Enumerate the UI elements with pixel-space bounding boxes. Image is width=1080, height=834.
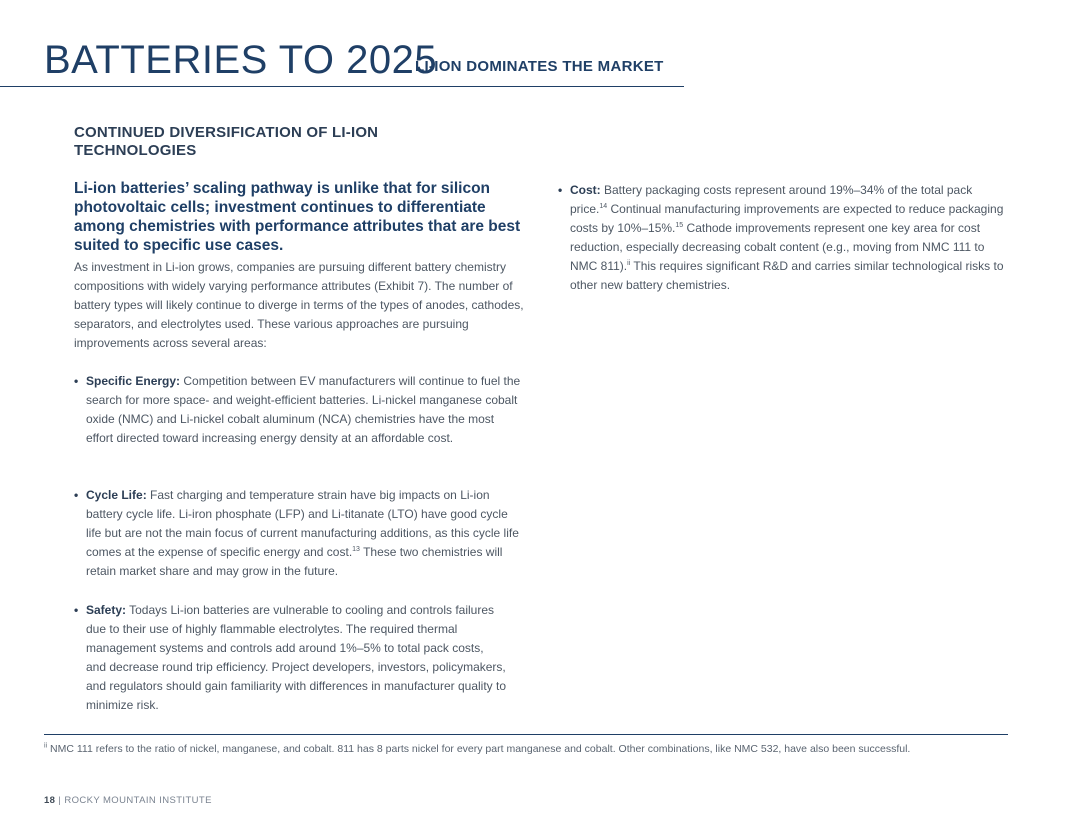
bullet-label: Cost: — [570, 183, 601, 197]
endnote-ref: 14 — [599, 203, 608, 210]
bullet-text: Battery packaging costs represent around 19%–34% of the total pack price. — [570, 183, 973, 216]
bullet-dot: • — [74, 374, 79, 388]
intro-paragraph: As investment in Li-ion grows, companies are pursuing different battery chemistry compositions with widely varying performance attributes (Exhibit 7). The number of battery types will likely continue to diverge in terms of the types of anodes, cathodes, separators, and electrolytes used. These various approaches are pursuing improvements across several areas: — [74, 260, 524, 350]
title-divider — [0, 86, 684, 87]
bullet-label: Specific Energy: — [86, 374, 181, 388]
footer-separator: | — [55, 795, 65, 806]
bullet-text-cont: This requires significant R&D and carries similar technological risks to other new battery chemistries. — [570, 259, 1004, 292]
footnote-text: NMC 111 refers to the ratio of nickel, manganese, and cobalt. 811 has 8 parts nickel for every part manganese and cobalt. Other combinations, like NMC 532, have also been successful. — [47, 743, 911, 755]
footnote-marker: ii — [44, 742, 48, 750]
section-heading: CONTINUED DIVERSIFICATION OF LI-ION TECHNOLOGIES — [74, 124, 379, 159]
bullet-cycle-life — [74, 486, 521, 581]
bullet-text-cont: Continual manufacturing improvements are expected to reduce packaging costs by 10%–15%. — [570, 202, 1004, 235]
endnote-ref: 13 — [352, 546, 360, 553]
endnote-ref: 15 — [675, 222, 684, 229]
bullet-label: Cycle Life: — [86, 488, 147, 502]
footer-organization: ROCKY MOUNTAIN INSTITUTE — [64, 795, 212, 806]
page-number: 18 — [44, 795, 56, 806]
lead-paragraph: Li-ion batteries’ scaling pathway is unlike that for silicon photovoltaic cells; investment continues to differentiate among chemistries with performance attributes that are best suited to specific use cases. — [74, 180, 521, 254]
bullet-cost — [558, 181, 1010, 295]
bullet-dot: • — [74, 603, 79, 617]
footnote-divider — [44, 734, 1008, 735]
bullet-text: Fast charging and temperature strain have big impacts on Li-ion battery cycle life. Li-iron phosphate (LFP) and Li-titanate (LTO) have good cycle life but are not the main focus of current manufacturing additions, as this cycle life comes at the expense of specific energy and cost. — [86, 488, 519, 559]
bullet-safety — [74, 601, 506, 715]
bullet-label: Safety: — [86, 603, 127, 617]
page-title: BATTERIES TO 2025 — [44, 38, 438, 82]
page-footer — [44, 795, 212, 806]
bullet-dot: • — [558, 183, 563, 197]
bullet-text: Todays Li-ion batteries are vulnerable to cooling and controls failures due to their use of highly flammable electrolytes. The required thermal management systems and controls add around 1%–5% to total pack costs, and decrease round trip efficiency. Project developers, investors, policymakers, and regulators should gain familiarity with differences in manufacturer quality to minimize risk. — [86, 603, 506, 712]
footnote — [44, 741, 1009, 757]
bullet-text-cont: Cathode improvements represent one key area for cost reduction, especially decreasing cobalt content (e.g., moving from NMC 111 to NMC 811). — [570, 221, 985, 273]
bullet-specific-energy — [74, 372, 521, 448]
bullet-text: Competition between EV manufacturers will continue to fuel the search for more space- and weight-efficient batteries. Li-nickel manganese cobalt oxide (NMC) and Li-nickel cobalt aluminum (NCA) chemistries have the most effort directed toward increasing energy density at an affordable cost. — [86, 374, 521, 445]
page-subtitle: LI-ION DOMINATES THE MARKET — [415, 58, 664, 75]
footnote-ref: ii — [627, 260, 631, 267]
bullet-dot: • — [74, 488, 79, 502]
bullet-text-cont: These two chemistries will retain market share and may grow in the future. — [86, 545, 503, 578]
